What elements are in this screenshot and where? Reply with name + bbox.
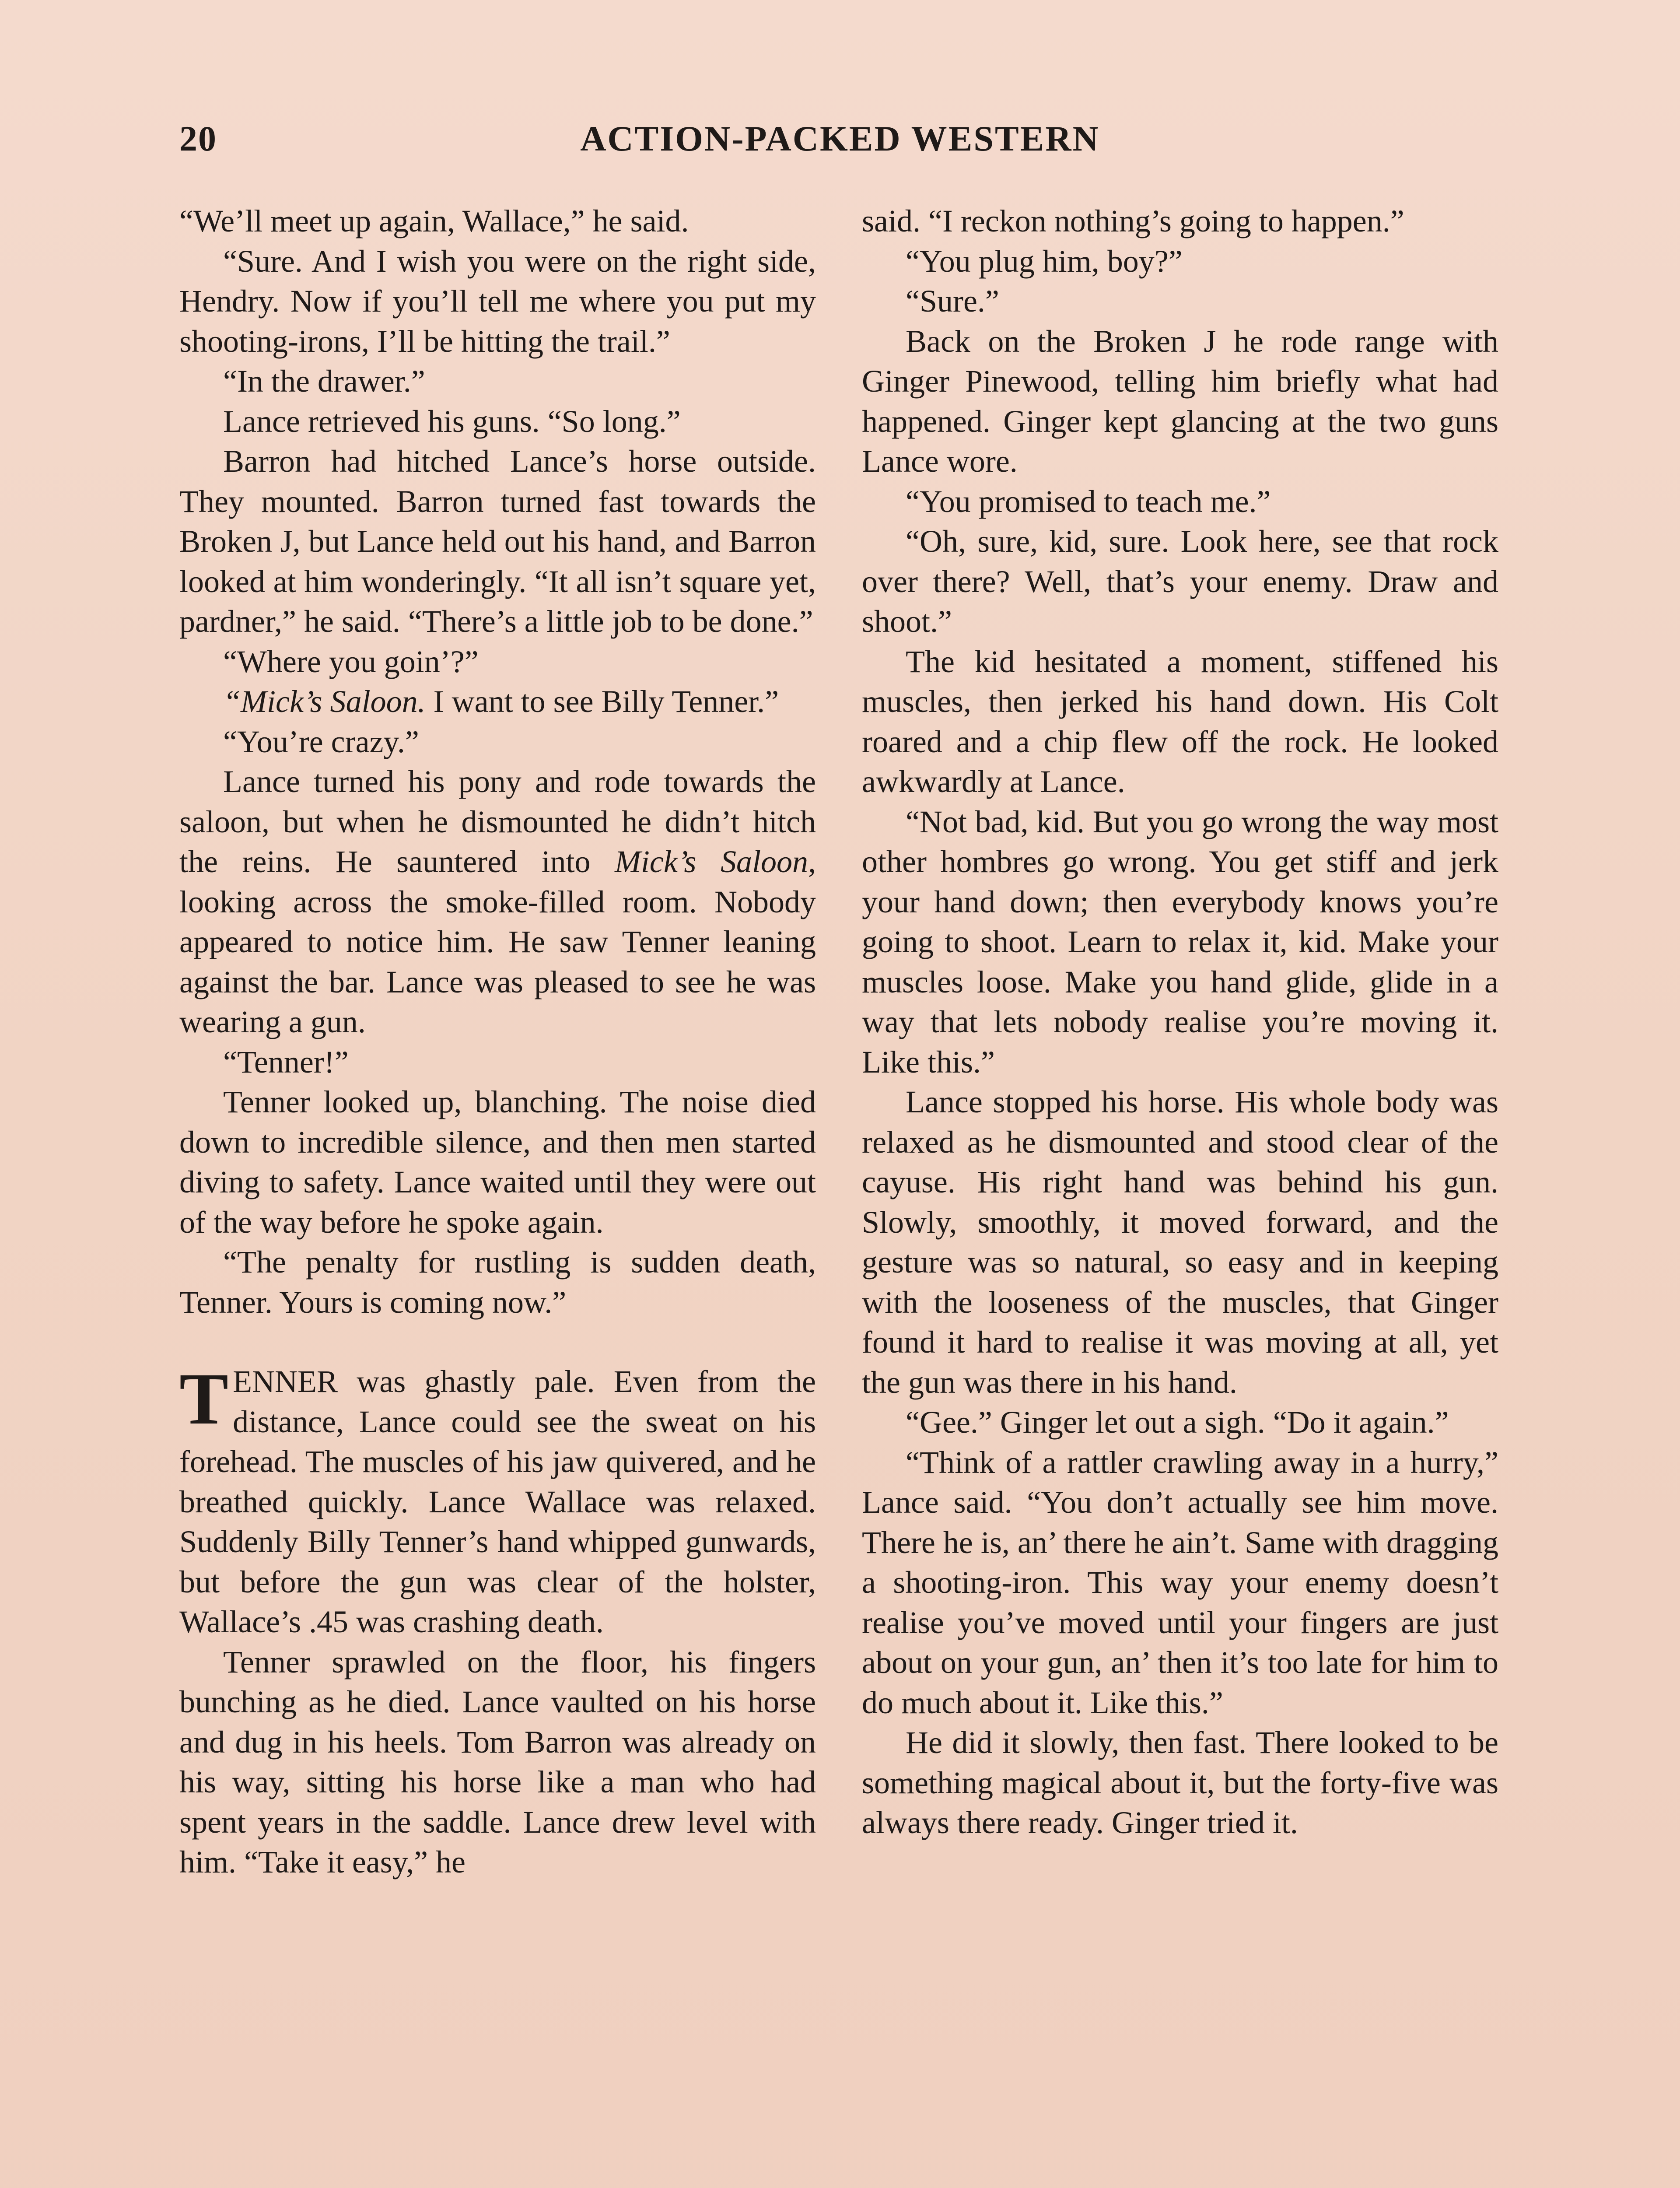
paragraph: He did it slowly, then fast. There looked to be something magical about it, but the forty-five was always there ready. Ginger tried it. bbox=[862, 1725, 1498, 1840]
paragraph: “The penalty for rustling is sudden death, Tenner. Yours is coming now.” bbox=[179, 1245, 816, 1320]
paragraph: “Oh, sure, kid, sure. Look here, see that rock over there? Well, that’s your enemy. Draw and shoot.” bbox=[862, 524, 1498, 639]
saloon-name: Mick’s Saloon. bbox=[241, 684, 426, 719]
paragraph: “You plug him, boy?” bbox=[906, 243, 1183, 279]
paragraph: “Tenner!” bbox=[223, 1044, 349, 1080]
paragraph: Lance retrieved his guns. “So long.” bbox=[223, 403, 681, 439]
paragraph: said. “I reckon nothing’s going to happen.” bbox=[862, 203, 1404, 238]
quote-open: “ bbox=[223, 684, 241, 719]
paragraph: “We’ll meet up again, Wallace,” he said. bbox=[179, 203, 689, 238]
page-number: 20 bbox=[179, 119, 217, 158]
paragraph-rest: I want to see Billy Tenner.” bbox=[425, 684, 779, 719]
paragraph-text: ENNER was ghastly pale. Even from the distance, Lance could see the sweat on his forehead. The muscles of his jaw quivered, and he breathed quickly. Lance Wallace was relaxed. Suddenly Billy Tenner’s hand whipped gunwards, but before the gun was clear of the holster, Wallace’s .45 was crashing death. bbox=[179, 1364, 816, 1639]
dropcap-paragraph bbox=[179, 1358, 816, 1642]
magazine-title: ACTION-PACKED WESTERN bbox=[580, 119, 1100, 158]
paragraph: “You’re crazy.” bbox=[223, 724, 419, 759]
paragraph-part: looking across the smoke-filled room. Nobody appeared to notice him. He saw Tenner leaning against the bar. Lance was pleased to see he was wearing a gun. bbox=[179, 884, 816, 1039]
paragraph: “Think of a rattler crawling away in a hurry,” Lance said. “You don’t actually see him move. There he is, an’ there he ain’t. Same with dragging a shooting-iron. This way your enemy doesn’t realise you’ve moved until your fingers are just about on your gun, an’ then it’s too late for him to do much about it. Like this.” bbox=[862, 1445, 1498, 1720]
left-column bbox=[179, 201, 816, 1883]
paragraph bbox=[179, 682, 816, 722]
right-column bbox=[862, 201, 1498, 1843]
paragraph-part: Lance turned his pony and rode towards the saloon, but when he dismounted he didn’t hitch the reins. He sauntered into bbox=[179, 764, 816, 879]
paragraph: “Where you goin’?” bbox=[223, 644, 479, 679]
paragraph: Back on the Broken J he rode range with Ginger Pinewood, telling him briefly what had happened. Ginger kept glancing at the two guns Lance wore. bbox=[862, 323, 1498, 479]
paragraph: “Gee.” Ginger let out a sigh. “Do it again.” bbox=[906, 1405, 1449, 1440]
paragraph: “You promised to teach me.” bbox=[906, 484, 1271, 519]
paragraph: “In the drawer.” bbox=[223, 364, 425, 399]
paragraph bbox=[179, 762, 816, 1042]
drop-cap: T bbox=[179, 1358, 229, 1440]
paragraph: “Not bad, kid. But you go wrong the way most other hombres go wrong. You get stiff and jerk your hand down; then everybody knows you’re going to shoot. Learn to relax it, kid. Make your muscles loose. Make you hand glide, glide in a way that lets nobody realise you’re moving it. Like this.” bbox=[862, 804, 1498, 1080]
paragraph: Lance stopped his horse. His whole body was relaxed as he dismounted and stood clear of the cayuse. His right hand was behind his gun. Slowly, smoothly, it moved forward, and the gesture was so natural, so easy and in keeping with the looseness of the muscles, that Ginger found it hard to realise it was moving at all, yet the gun was there in his hand. bbox=[862, 1084, 1498, 1400]
paragraph: “Sure.” bbox=[906, 284, 999, 319]
paragraph: Tenner looked up, blanching. The noise died down to incredible silence, and then men started diving to safety. Lance waited until they were out of the way before he spoke again. bbox=[179, 1084, 816, 1240]
section-break bbox=[179, 1322, 816, 1362]
running-head bbox=[179, 118, 1501, 171]
paragraph: Tenner sprawled on the floor, his fingers bunching as he died. Lance vaulted on his horse and dug in his heels. Tom Barron was already on his way, sitting his horse like a man who had spent years in the saddle. Lance drew level with him. “Take it easy,” he bbox=[179, 1644, 816, 1879]
paragraph: The kid hesitated a moment, stiffened his muscles, then jerked his hand down. His Colt roared and a chip flew off the rock. He looked awkwardly at Lance. bbox=[862, 644, 1498, 799]
paragraph: Barron had hitched Lance’s horse outside. They mounted. Barron turned fast towards the Broken J, but Lance held out his hand, and Barron looked at him wonderingly. “It all isn’t square yet, pardner,” he said. “There’s a little job to be done.” bbox=[179, 444, 816, 639]
paragraph: “Sure. And I wish you were on the right side, Hendry. Now if you’ll tell me where you put my shooting-irons, I’ll be hitting the trail.” bbox=[179, 243, 816, 359]
saloon-name: Mick’s Saloon, bbox=[614, 844, 816, 879]
